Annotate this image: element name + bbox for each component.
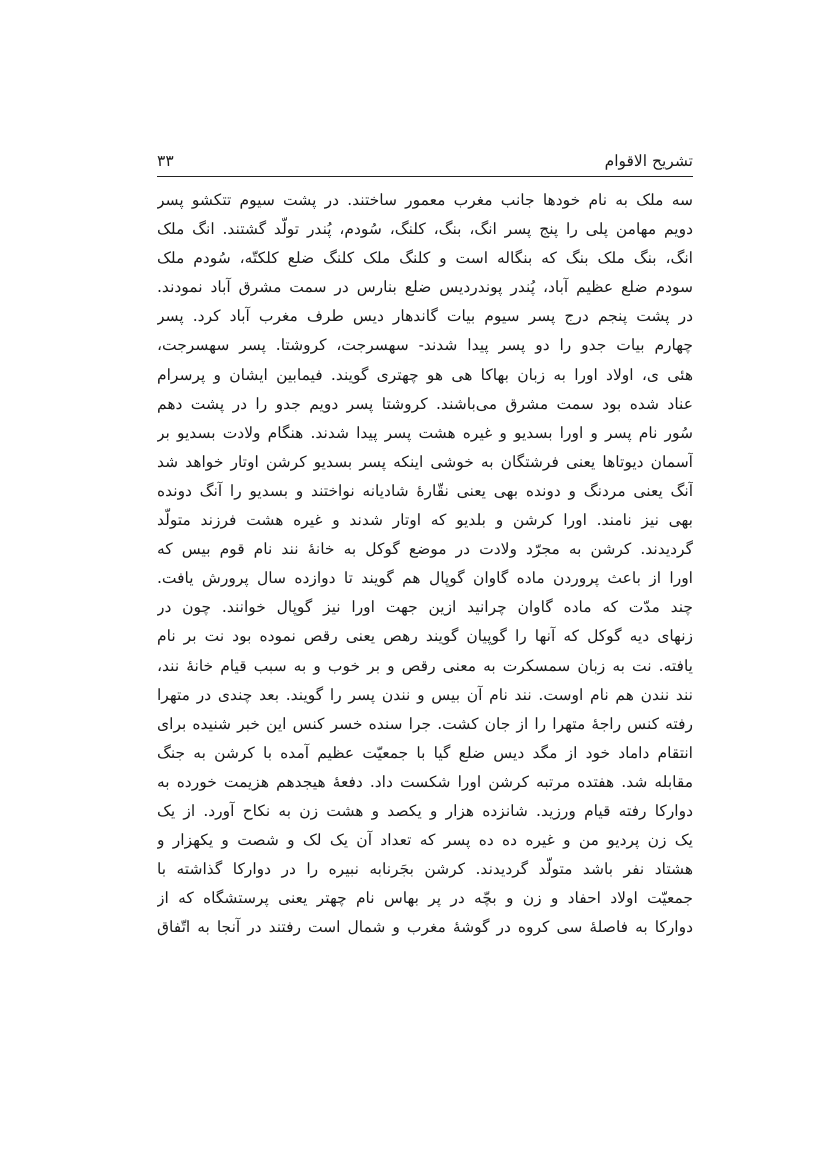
text-line: رفته کنس راجهٔ متهرا را از جان کشت. جرا سنده خسر کنس این خبر شنیده برای bbox=[157, 714, 693, 733]
text-line: زنهای دیه گوکل که آنها را گوپیان گویند رهص یعنی رقص نموده بود نت بر نام bbox=[157, 627, 693, 646]
text-line: سُور نام پسر و اورا بسدیو و غیره هشت پسر پیدا شدند. هنگام ولادت بسدیو بر bbox=[157, 423, 693, 442]
text-line: انتقام داماد خود از مگد دیس ضلع گیا با جمعیّت عظیم آمده با کرشن به جنگ bbox=[157, 743, 693, 762]
text-line: دویم مهامن پلی را پنج پسر انگ، بنگ، کلنگ، سُودم، پُندر تولّد گشتند. انگ ملک bbox=[157, 220, 693, 239]
body-text bbox=[157, 186, 693, 942]
text-line: هئی ی، اولاد اورا به زبان بهاکا هی هو چهتری گویند. فیمابین ایشان و پرسرام bbox=[157, 365, 693, 384]
text-line: چند مدّت که ماده گاوان چرانید ازین جهت اورا نیز گوپال خوانند. چون در bbox=[157, 598, 693, 617]
page-number: ۳۳ bbox=[157, 152, 174, 170]
text-line: یافته. نت به زبان سمسکرت به معنی رقص و بر خوب و به سبب قیام خانهٔ نند، bbox=[157, 656, 693, 675]
text-line: آنگ یعنی مردنگ و دونده بهی یعنی نقّارهٔ شادیانه نواختند و بسدیو را آنگ دونده bbox=[157, 481, 693, 500]
text-line: دوارکا رفته قیام ورزید. شانزده هزار و یکصد و هشت زن به نکاح آورد. از یک bbox=[157, 801, 693, 820]
text-line: گردیدند. کرشن به مجرّد ولادت در موضع گوکل به خانهٔ نند نام قوم بیس که bbox=[157, 540, 693, 559]
text-line: مقابله شد. هفتده مرتبه کرشن اورا شکست داد. دفعهٔ هیجدهم هزیمت خورده به bbox=[157, 772, 693, 791]
text-line: دوارکا به فاصلهٔ سی کروه در گوشهٔ مغرب و شمال است رفتند در آنجا به اتّفاق bbox=[157, 918, 693, 937]
text-line: انگ، بنگ ملک بنگ که بنگاله است و کلنگ ملک کلنگ ضلع کلکتّه، سُودم ملک bbox=[157, 249, 693, 268]
text-line: سه ملک به نام خودها جانب مغرب معمور ساختند. در پشت سیوم تتکشو پسر bbox=[157, 191, 693, 209]
page-header bbox=[157, 148, 693, 176]
text-line: چهارم بیات جدو را دو پسر پیدا شدند- سهسرجت، کروشتا. پسر سهسرجت، bbox=[157, 336, 693, 355]
text-line: اورا از باعث پروردن ماده گاوان گوپال هم گویند تا دوازده سال پرورش یافت. bbox=[157, 569, 693, 588]
running-title: تشریح الاقوام bbox=[604, 152, 693, 170]
text-line: هشتاد نفر باشد متولّد گردیدند. کرشن بجَرنابه نبیره را در دوارکا گذاشته با bbox=[157, 860, 693, 879]
text-line: آسمان دیوتاها یعنی فرشتگان به خوشی اینکه پسر بسدیو کرشن اوتار خواهد شد bbox=[157, 452, 693, 471]
text-line: نند نندن هم نام اوست. نند نام آن بیس و نندن پسر را گویند. بعد چندی در متهرا bbox=[157, 685, 693, 704]
text-line: عناد شده بود سمت مشرق می‌باشند. کروشتا پسر دویم جدو را در پشت دهم bbox=[157, 394, 693, 413]
header-rule bbox=[157, 176, 693, 177]
text-line: در پشت پنجم درج پسر سیوم بیات گاندهار دیس طرف مغرب آباد کرد. پسر bbox=[157, 307, 693, 326]
text-line: جمعیّت اولاد احفاد و زن و بچّه در پر بهاس نام چهتر یعنی پرستشگاه که از bbox=[157, 889, 693, 908]
text-line: سودم ضلع عظیم آباد، پُندر پوندردیس ضلع بنارس در سمت مشرق آباد نمودند. bbox=[157, 278, 693, 297]
text-line: یک زن پردیو من و غیره ده ده پسر که تعداد آن یک لک و شصت و یکهزار و bbox=[157, 831, 693, 850]
text-line: بهی نیز نامند. اورا کرشن و بلدیو که اوتار شدند و غیره هشت فرزند متولّد bbox=[157, 511, 693, 530]
